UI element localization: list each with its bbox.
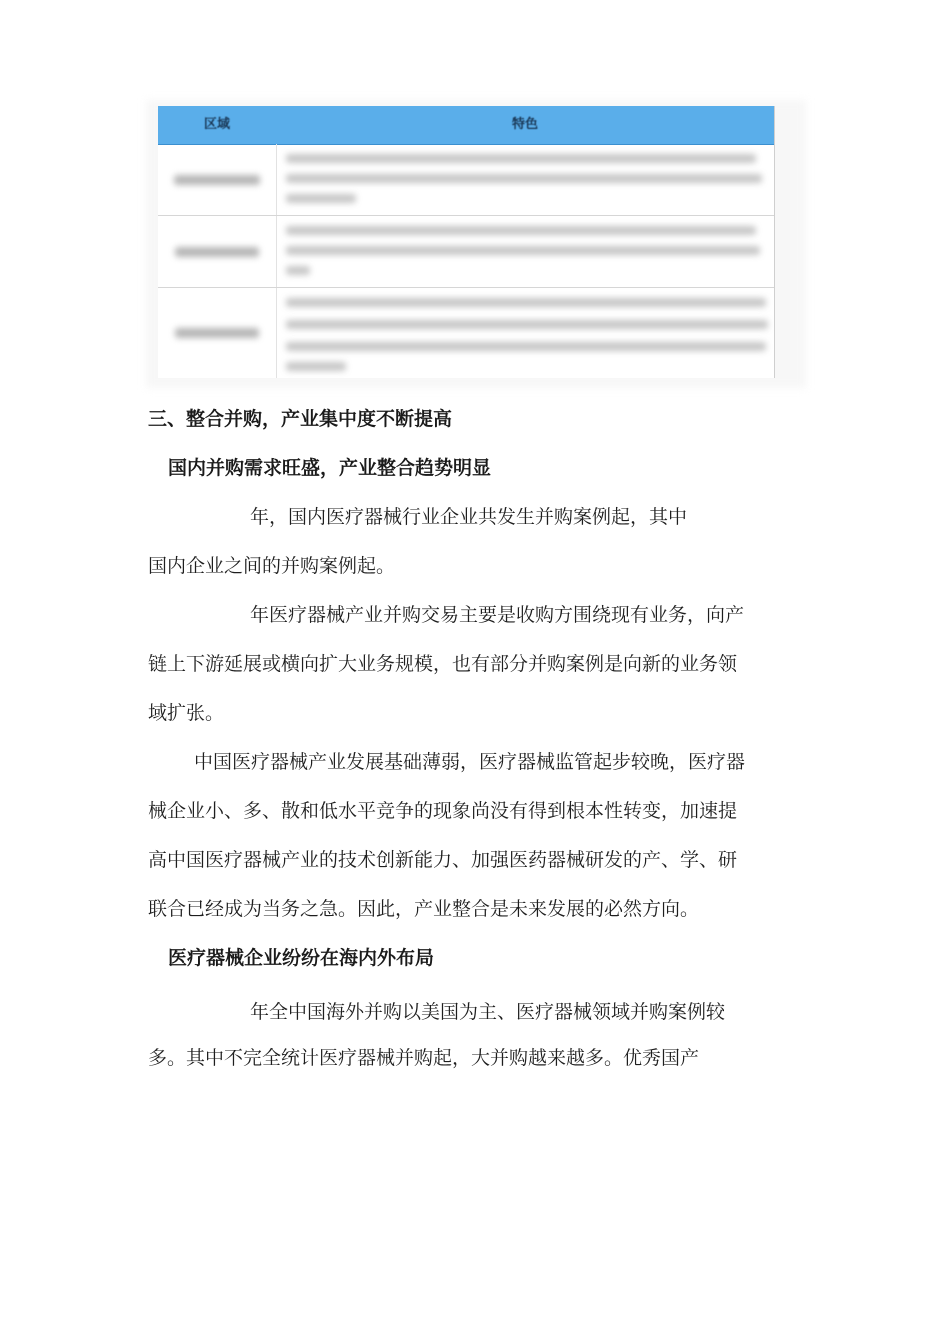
subsection-title-domestic-mergers: 国内并购需求旺盛，产业整合趋势明显: [168, 457, 492, 479]
paragraph-line: 多。其中不完全统计医疗器械并购起，大并购越来越多。优秀国产: [148, 1047, 700, 1069]
paragraph-line: 链上下游延展或横向扩大业务规模，也有部分并购案例是向新的业务领: [148, 653, 738, 675]
blurred-text: [175, 328, 259, 338]
table-cell-feature-blurred: [276, 288, 774, 378]
blurred-text: [286, 194, 356, 203]
paragraph-line: 年全中国海外并购以美国为主、医疗器械领域并购案例较: [250, 1001, 726, 1023]
table-cell-feature-blurred: [276, 216, 774, 287]
blurred-text: [286, 266, 310, 275]
section-heading: 三、整合并购，产业集中度不断提高: [148, 408, 453, 430]
paragraph-line: 械企业小、多、散和低水平竞争的现象尚没有得到根本性转变，加速提: [148, 800, 738, 822]
paragraph-line: 年，国内医疗器械行业企业共发生并购案例起，其中: [250, 506, 688, 528]
paragraph-line: 高中国医疗器械产业的技术创新能力、加强医药器械研发的产、学、研: [148, 849, 738, 871]
table-header-row: [158, 106, 774, 145]
table-row: [158, 144, 774, 216]
blurred-text: [174, 175, 260, 185]
paragraph-line: 联合已经成为当务之急。因此，产业整合是未来发展的必然方向。: [148, 898, 700, 920]
paragraph-line: 中国医疗器械产业发展基础薄弱，医疗器械监管起步较晚，医疗器: [194, 751, 746, 773]
blurred-text: [286, 320, 768, 329]
table-row: [158, 216, 774, 288]
region-feature-table: [158, 106, 775, 378]
table-header-region: 区域: [203, 117, 230, 132]
blurred-text: [286, 154, 756, 163]
blurred-text: [286, 246, 760, 255]
blurred-text: [286, 342, 766, 351]
subsection-title-global-layout: 医疗器械企业纷纷在海内外布局: [168, 947, 435, 969]
table-cell-feature-blurred: [276, 144, 774, 215]
blurred-text: [175, 247, 259, 257]
blurred-text: [286, 226, 756, 235]
blurred-text: [286, 362, 346, 371]
table-cell-region-blurred: [158, 144, 277, 215]
region-feature-table-image: [150, 104, 802, 384]
table-row: [158, 288, 774, 378]
paragraph-line: 年医疗器械产业并购交易主要是收购方围绕现有业务，向产: [250, 604, 745, 626]
table-cell-region-blurred: [158, 288, 277, 378]
paragraph-line: 域扩张。: [148, 702, 225, 724]
paragraph-line: 国内企业之间的并购案例起。: [148, 555, 396, 577]
table-header-feature: 特色: [511, 117, 538, 132]
blurred-text: [286, 174, 762, 183]
blurred-text: [286, 298, 766, 307]
table-cell-region-blurred: [158, 216, 277, 287]
